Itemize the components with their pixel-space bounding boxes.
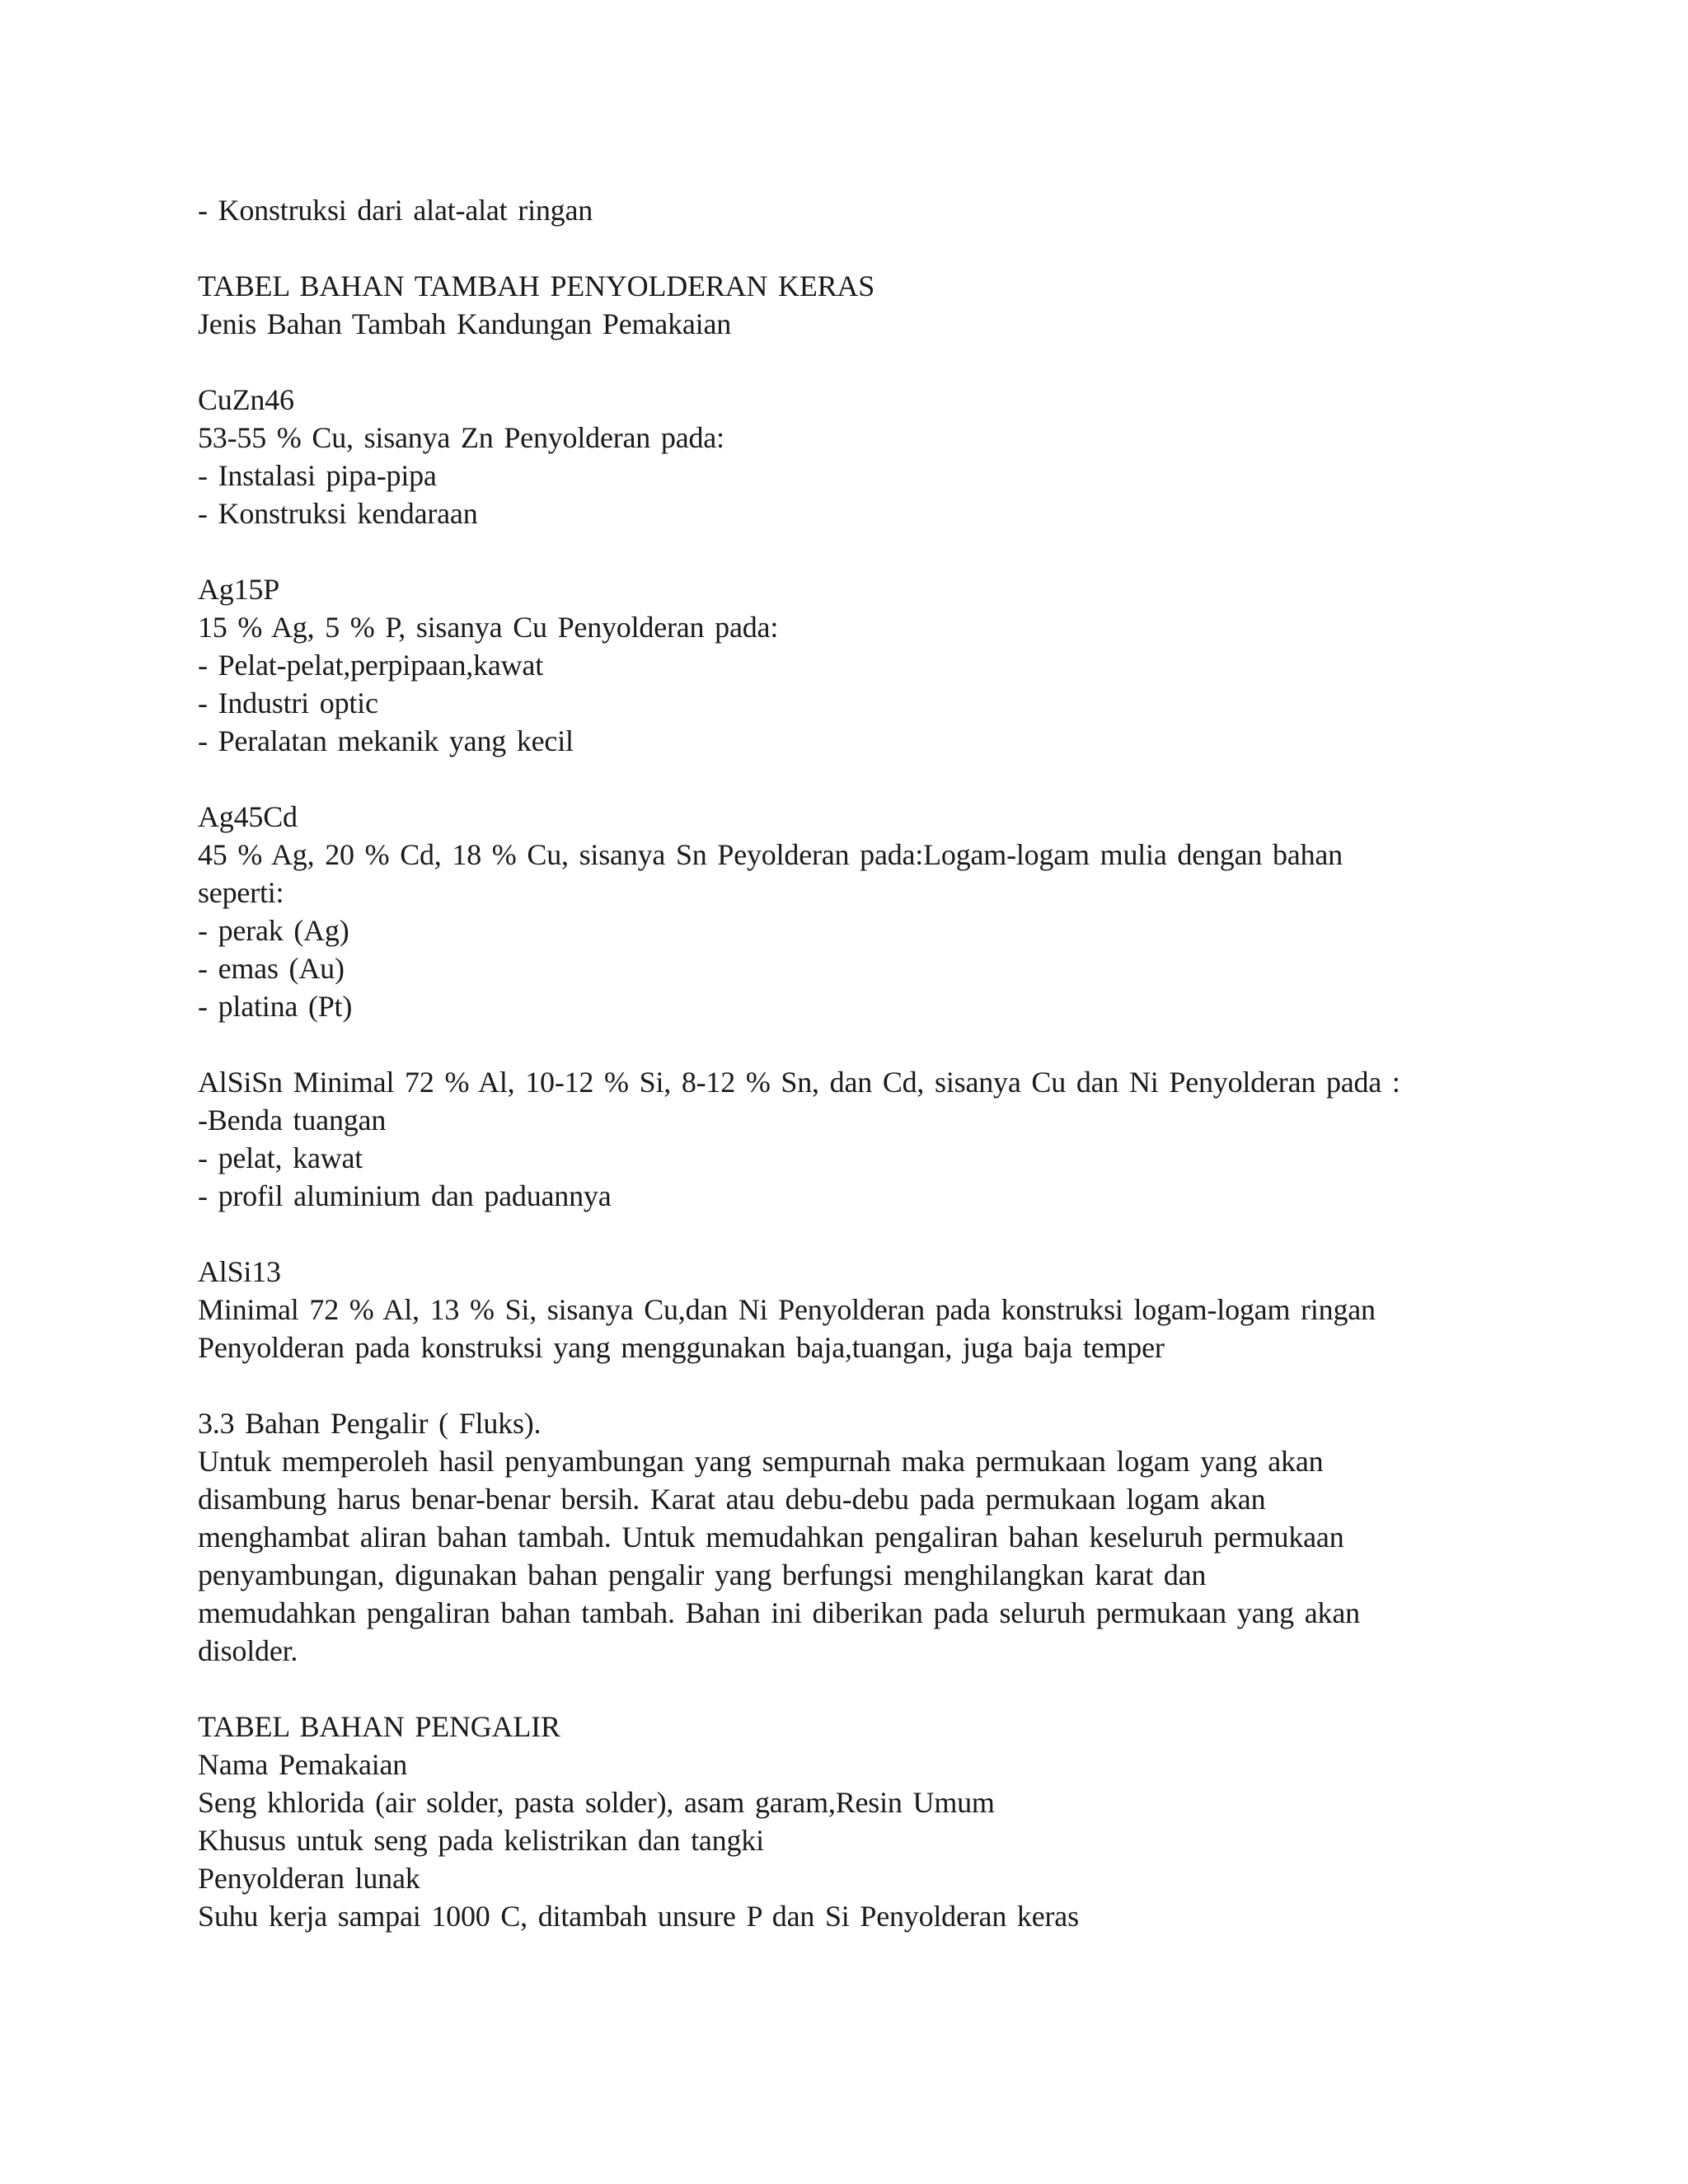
text-line: - pelat, kawat (198, 1141, 363, 1174)
text-line: Untuk memperoleh hasil penyambungan yang sempurnah maka permukaan logam yang akan (198, 1445, 1324, 1478)
text-line: CuZn46 (198, 383, 294, 416)
text-line: - Pelat-pelat,perpipaan,kawat (198, 649, 544, 682)
text-line: Ag15P (198, 573, 280, 606)
text-line: penyambungan, digunakan bahan pengalir yang berfungsi menghilangkan karat dan (198, 1558, 1207, 1591)
text-line: 53-55 % Cu, sisanya Zn Penyolderan pada: (198, 421, 724, 454)
blank-line (198, 760, 1517, 798)
text-line: Suhu kerja sampai 1000 C, ditambah unsure P dan Si Penyolderan keras (198, 1900, 1079, 1933)
text-line: Khusus untuk seng pada kelistrikan dan tangki (198, 1824, 764, 1857)
text-line: - Industri optic (198, 687, 378, 719)
text-line: Minimal 72 % Al, 13 % Si, sisanya Cu,dan Ni Penyolderan pada konstruksi logam-logam ringan (198, 1293, 1376, 1326)
text-line: Nama Pemakaian (198, 1748, 408, 1781)
text-line: Penyolderan lunak (198, 1862, 420, 1895)
text-line: - Konstruksi kendaraan (198, 497, 478, 530)
blank-line (198, 1025, 1517, 1063)
text-line: - Peralatan mekanik yang kecil (198, 724, 574, 757)
text-line: - Instalasi pipa-pipa (198, 459, 437, 492)
text-line: TABEL BAHAN PENGALIR (198, 1710, 560, 1743)
text-line: memudahkan pengaliran bahan tambah. Bahan ini diberikan pada seluruh permukaan yang akan (198, 1596, 1360, 1629)
text-line: Jenis Bahan Tambah Kandungan Pemakaian (198, 307, 732, 340)
text-line: - profil aluminium dan paduannya (198, 1179, 612, 1212)
blank-line (198, 1670, 1517, 1708)
text-line: TABEL BAHAN TAMBAH PENYOLDERAN KERAS (198, 269, 875, 302)
text-line: -Benda tuangan (198, 1104, 387, 1137)
document-body (198, 191, 1517, 1935)
text-line: AlSi13 (198, 1255, 281, 1288)
text-line: disambung harus benar-benar bersih. Karat atau debu-debu pada permukaan logam akan (198, 1483, 1266, 1516)
text-line: menghambat aliran bahan tambah. Untuk memudahkan pengaliran bahan keseluruh permukaan (198, 1521, 1344, 1554)
text-line: Seng khlorida (air solder, pasta solder), asam garam,Resin Umum (198, 1786, 995, 1819)
text-line: 15 % Ag, 5 % P, sisanya Cu Penyolderan pada: (198, 611, 779, 644)
blank-line (198, 532, 1517, 570)
text-line: AlSiSn Minimal 72 % Al, 10-12 % Si, 8-12 % Sn, dan Cd, sisanya Cu dan Ni Penyolderan pada : (198, 1066, 1400, 1099)
text-line: - platina (Pt) (198, 990, 353, 1023)
blank-line (198, 1215, 1517, 1253)
text-line: 3.3 Bahan Pengalir ( Fluks). (198, 1407, 542, 1440)
blank-line (198, 343, 1517, 381)
text-line: - Konstruksi dari alat-alat ringan (198, 194, 593, 227)
text-line: Ag45Cd (198, 800, 298, 833)
text-line: disolder. (198, 1634, 298, 1667)
text-line: - emas (Au) (198, 952, 345, 985)
text-line: - perak (Ag) (198, 914, 349, 947)
text-line: 45 % Ag, 20 % Cd, 18 % Cu, sisanya Sn Peyolderan pada:Logam-logam mulia dengan bahan (198, 838, 1343, 871)
text-line: Penyolderan pada konstruksi yang menggunakan baja,tuangan, juga baja temper (198, 1331, 1165, 1364)
blank-line (198, 229, 1517, 267)
text-line: seperti: (198, 876, 284, 909)
blank-line (198, 1366, 1517, 1404)
